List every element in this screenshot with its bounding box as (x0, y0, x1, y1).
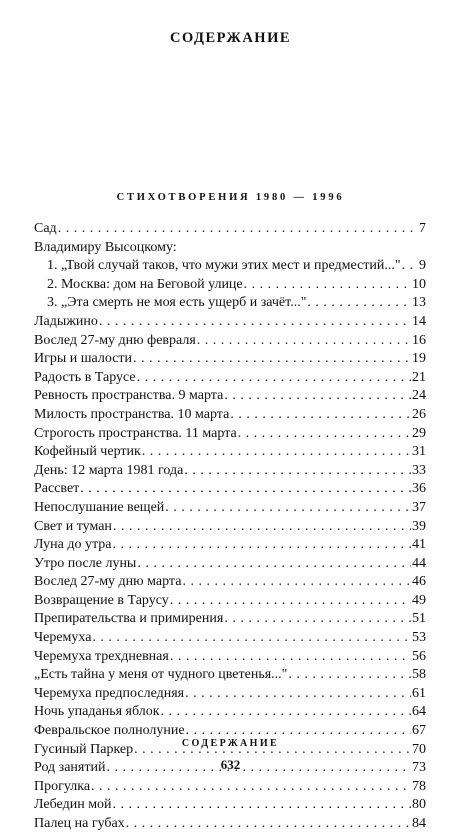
toc-entry-page: 16 (412, 332, 426, 348)
toc-entry (34, 685, 426, 704)
toc-entry-page: 14 (412, 313, 426, 329)
toc-entry-page: 21 (412, 369, 426, 385)
toc-entry (34, 796, 426, 815)
toc-entry-title: Черемуха (34, 630, 92, 646)
toc-entry (34, 332, 426, 351)
toc-entry (34, 629, 426, 648)
toc-entry-page: 46 (412, 574, 426, 590)
toc-entry-page: 33 (412, 462, 426, 478)
toc-entry (34, 555, 426, 574)
dot-leader (99, 313, 411, 332)
dot-leader (230, 406, 411, 425)
toc-entry (34, 648, 426, 667)
toc-entry (34, 592, 426, 611)
toc-entry-title: Непослушание вещей (34, 499, 165, 515)
toc-entry-title: Гусиный Паркер (34, 741, 134, 757)
toc-entry-title: Род занятий (34, 760, 106, 776)
toc-entry-page: 7 (419, 221, 426, 236)
toc-entry-page: 13 (412, 295, 426, 311)
dot-leader (184, 462, 411, 481)
toc-entry-title: Утро после луны (34, 555, 137, 571)
toc-entry (34, 518, 426, 537)
dot-leader (170, 648, 411, 667)
dot-leader (161, 703, 411, 722)
toc-entry-page: 49 (412, 592, 426, 608)
toc-entry (34, 462, 426, 481)
toc-entry (34, 573, 426, 592)
dot-leader (182, 573, 411, 592)
toc-entry (34, 406, 426, 425)
toc-entry-page: 31 (412, 444, 426, 460)
section-title: СТИХОТВОРЕНИЯ 1980 — 1996 (116, 192, 345, 203)
toc-entry-page: 39 (412, 518, 426, 534)
toc-entry-title: Владимиру Высоцкому: (34, 239, 177, 255)
toc-entry-title: Кофейный чертик (34, 444, 141, 460)
toc-entry-title: Свет и туман (34, 518, 112, 534)
toc-entry-page: 67 (412, 723, 426, 739)
toc-entry-title: Рассвет (34, 481, 80, 497)
toc-entry (34, 480, 426, 499)
toc-entry (34, 350, 426, 369)
dot-leader (58, 220, 418, 239)
toc-entry (34, 703, 426, 722)
dot-leader (170, 592, 411, 611)
toc-entry (34, 387, 426, 406)
toc-entry-title: Радость в Тарусе (34, 369, 136, 385)
toc-entry-title: „Есть тайна у меня от чудного цветенья..." (34, 667, 288, 683)
running-footer-title: СОДЕРЖАНИЕ (181, 738, 280, 749)
dot-leader (137, 369, 411, 388)
dot-leader (112, 536, 411, 555)
toc-entry-page: 37 (412, 499, 426, 515)
toc-entry-title: Вослед 27-му дню марта (34, 574, 182, 590)
toc-entry-page: 29 (412, 425, 426, 441)
dot-leader (185, 685, 411, 704)
toc-entry-page: 73 (412, 760, 426, 776)
toc-entry (34, 294, 426, 313)
dot-leader (197, 332, 411, 351)
toc-entry-title: Февральское полнолуние (34, 723, 185, 739)
dot-leader (80, 480, 411, 499)
dot-leader (402, 257, 418, 276)
dot-leader (126, 815, 411, 834)
dot-leader (91, 778, 411, 797)
toc-entry-page: 64 (412, 704, 426, 720)
toc-entry-title: Палец на губах (34, 816, 125, 831)
dot-leader (92, 629, 411, 648)
toc-entry-page: 78 (412, 778, 426, 794)
toc-entry-title: Возвращение в Тарусу (34, 592, 169, 608)
toc-entry (34, 239, 426, 258)
toc-entry (34, 778, 426, 797)
toc-entry-title: Ладыжино (34, 313, 98, 329)
page-title: СОДЕРЖАНИЕ (169, 30, 292, 46)
dot-leader (142, 443, 411, 462)
page-number: 632 (220, 757, 241, 772)
toc-entry-page: 56 (412, 648, 426, 664)
toc-entry-title: Сад (34, 221, 57, 236)
toc-entry (34, 220, 426, 239)
dot-leader (113, 796, 411, 815)
dot-leader (133, 350, 411, 369)
dot-leader (224, 387, 411, 406)
toc-entry-title: Черемуха предпоследняя (34, 685, 185, 701)
dot-leader (165, 499, 411, 518)
toc-entry-page: 80 (412, 797, 426, 813)
toc-entry-title: Лебедин мой (34, 797, 112, 813)
toc-entry (34, 499, 426, 518)
dot-leader (137, 555, 411, 574)
toc-entry-page: 53 (412, 630, 426, 646)
toc-entry-page: 44 (412, 555, 426, 571)
toc-entry-page: 26 (412, 406, 426, 422)
toc-entry-title: Прогулка (34, 778, 91, 794)
toc-entry-title: Ночь упаданья яблок (34, 704, 160, 720)
toc-entry-title: Луна до утра (34, 537, 112, 553)
toc-entry-page: 51 (412, 611, 426, 627)
toc-entry (34, 425, 426, 444)
dot-leader (288, 666, 411, 685)
dot-leader (113, 518, 411, 537)
toc-entry (34, 369, 426, 388)
toc-entry-title: Милость пространства. 10 марта (34, 406, 230, 422)
toc-entry (34, 815, 426, 834)
toc-entry (34, 443, 426, 462)
toc-entry-title: 1. „Твой случай таков, что мужи этих мест и предместий..." (47, 258, 401, 274)
toc-entry (34, 666, 426, 685)
toc-entry (34, 257, 426, 276)
toc-entry-page: 19 (412, 351, 426, 367)
dot-leader (238, 425, 411, 444)
dot-leader (244, 276, 411, 295)
toc-entry-title: 3. „Эта смерть не моя есть ущерб и зачёт..." (47, 295, 307, 311)
toc-entry-page: 9 (419, 258, 426, 274)
toc-entry-title: 2. Москва: дом на Беговой улице (47, 276, 243, 292)
toc-entry (34, 276, 426, 295)
toc-entry-page: 36 (412, 481, 426, 497)
toc-entry-title: Игры и шалости (34, 351, 133, 367)
toc-entry-page: 70 (412, 741, 426, 757)
toc-entry-page: 61 (412, 685, 426, 701)
toc-entry (34, 536, 426, 555)
toc-entry-title: Вослед 27-му дню февраля (34, 332, 196, 348)
toc-entry-title: День: 12 марта 1981 года (34, 462, 184, 478)
toc-entry-title: Ревность пространства. 9 марта (34, 388, 224, 404)
toc-entry-page: 58 (412, 667, 426, 683)
toc-entry-page: 10 (412, 276, 426, 292)
toc-entry-page: 84 (412, 816, 426, 831)
toc-entry-page: 24 (412, 388, 426, 404)
dot-leader (307, 294, 411, 313)
toc-entry-page: 41 (412, 537, 426, 553)
toc-entry (34, 610, 426, 629)
dot-leader (224, 610, 411, 629)
toc-entry-title: Строгость пространства. 11 марта (34, 425, 237, 441)
toc-entry-title: Препирательства и примирения (34, 611, 224, 627)
toc-entry-title: Черемуха трехдневная (34, 648, 169, 664)
toc-entry (34, 313, 426, 332)
